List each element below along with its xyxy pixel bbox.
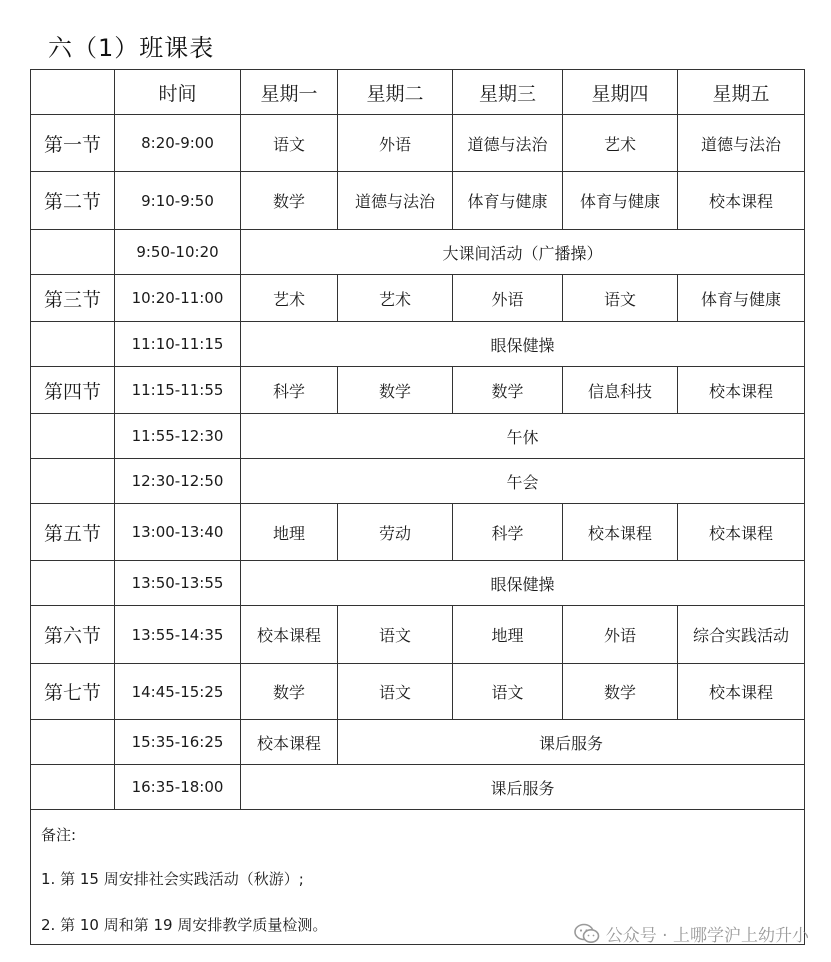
table-row <box>31 606 805 664</box>
table-row <box>31 115 805 172</box>
subject-cell: 数学 <box>241 664 338 720</box>
time-cell: 14:45-15:25 <box>115 664 241 720</box>
time-cell: 15:35-16:25 <box>115 720 241 765</box>
table-row <box>31 504 805 561</box>
period-cell <box>31 720 115 765</box>
subject-cell: 数学 <box>453 367 563 414</box>
subject-cell: 校本课程 <box>678 172 805 230</box>
period-cell <box>31 414 115 459</box>
period-cell <box>31 459 115 504</box>
activity-cell: 午休 <box>241 414 805 459</box>
period-cell: 第三节 <box>31 275 115 322</box>
table-row <box>31 664 805 720</box>
schedule-table <box>30 69 805 945</box>
subject-cell: 艺术 <box>563 115 678 172</box>
subject-cell: 科学 <box>241 367 338 414</box>
table-row <box>31 322 805 367</box>
subject-cell: 体育与健康 <box>678 275 805 322</box>
subject-cell: 综合实践活动 <box>678 606 805 664</box>
subject-cell: 地理 <box>453 606 563 664</box>
activity-cell: 课后服务 <box>338 720 805 765</box>
note-item: 2. 第 10 周和第 19 周安排教学质量检测。 <box>41 916 328 934</box>
table-row <box>31 230 805 275</box>
header-cell: 时间 <box>115 70 241 115</box>
period-cell <box>31 322 115 367</box>
notes-label: 备注: <box>41 826 77 844</box>
period-cell <box>31 230 115 275</box>
subject-cell: 外语 <box>338 115 453 172</box>
header-row <box>31 70 805 115</box>
subject-cell: 科学 <box>453 504 563 561</box>
subject-cell: 语文 <box>241 115 338 172</box>
time-cell: 8:20-9:00 <box>115 115 241 172</box>
time-cell: 13:50-13:55 <box>115 561 241 606</box>
period-cell: 第五节 <box>31 504 115 561</box>
subject-cell: 道德与法治 <box>453 115 563 172</box>
period-cell <box>31 561 115 606</box>
activity-cell: 眼保健操 <box>241 561 805 606</box>
subject-cell: 数学 <box>563 664 678 720</box>
period-cell: 第一节 <box>31 115 115 172</box>
subject-cell: 道德与法治 <box>338 172 453 230</box>
time-cell: 9:50-10:20 <box>115 230 241 275</box>
table-row <box>31 414 805 459</box>
subject-cell: 艺术 <box>338 275 453 322</box>
time-cell: 9:10-9:50 <box>115 172 241 230</box>
time-cell: 11:15-11:55 <box>115 367 241 414</box>
subject-cell: 数学 <box>241 172 338 230</box>
time-cell: 11:10-11:15 <box>115 322 241 367</box>
subject-cell: 语文 <box>338 606 453 664</box>
subject-cell: 校本课程 <box>241 720 338 765</box>
subject-cell: 校本课程 <box>241 606 338 664</box>
activity-cell: 眼保健操 <box>241 322 805 367</box>
subject-cell: 外语 <box>453 275 563 322</box>
subject-cell: 语文 <box>453 664 563 720</box>
watermark <box>574 921 809 946</box>
time-cell: 16:35-18:00 <box>115 765 241 810</box>
subject-cell: 数学 <box>338 367 453 414</box>
subject-cell: 语文 <box>338 664 453 720</box>
note-item: 1. 第 15 周安排社会实践活动（秋游）; <box>41 870 304 888</box>
period-cell <box>31 765 115 810</box>
subject-cell: 校本课程 <box>678 664 805 720</box>
subject-cell: 校本课程 <box>678 367 805 414</box>
subject-cell: 体育与健康 <box>453 172 563 230</box>
period-cell: 第六节 <box>31 606 115 664</box>
subject-cell: 地理 <box>241 504 338 561</box>
header-cell: 星期一 <box>241 70 338 115</box>
table-row <box>31 720 805 765</box>
time-cell: 12:30-12:50 <box>115 459 241 504</box>
subject-cell: 道德与法治 <box>678 115 805 172</box>
subject-cell: 体育与健康 <box>563 172 678 230</box>
header-cell <box>31 70 115 115</box>
period-cell: 第七节 <box>31 664 115 720</box>
table-row <box>31 367 805 414</box>
activity-cell: 大课间活动（广播操） <box>241 230 805 275</box>
subject-cell: 外语 <box>563 606 678 664</box>
subject-cell: 信息科技 <box>563 367 678 414</box>
subject-cell: 校本课程 <box>678 504 805 561</box>
time-cell: 10:20-11:00 <box>115 275 241 322</box>
time-cell: 13:00-13:40 <box>115 504 241 561</box>
header-cell: 星期三 <box>453 70 563 115</box>
watermark-text: 公众号 · 上哪学沪上幼升小 <box>605 926 809 946</box>
table-row <box>31 459 805 504</box>
table-row <box>31 561 805 606</box>
table-row <box>31 172 805 230</box>
subject-cell: 语文 <box>563 275 678 322</box>
time-cell: 11:55-12:30 <box>115 414 241 459</box>
header-cell: 星期二 <box>338 70 453 115</box>
header-cell: 星期四 <box>563 70 678 115</box>
header-cell: 星期五 <box>678 70 805 115</box>
time-cell: 13:55-14:35 <box>115 606 241 664</box>
page-title: 六（1）班课表 <box>48 34 215 62</box>
table-row <box>31 275 805 322</box>
activity-cell: 课后服务 <box>241 765 805 810</box>
table-row <box>31 765 805 810</box>
period-cell: 第二节 <box>31 172 115 230</box>
wechat-icon <box>574 923 600 945</box>
subject-cell: 校本课程 <box>563 504 678 561</box>
subject-cell: 劳动 <box>338 504 453 561</box>
activity-cell: 午会 <box>241 459 805 504</box>
subject-cell: 艺术 <box>241 275 338 322</box>
period-cell: 第四节 <box>31 367 115 414</box>
